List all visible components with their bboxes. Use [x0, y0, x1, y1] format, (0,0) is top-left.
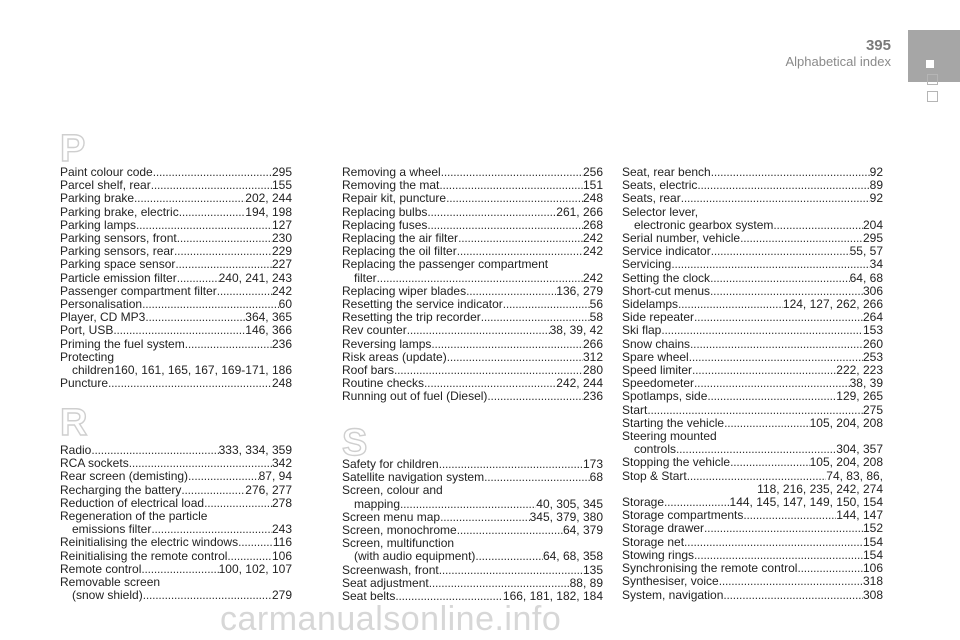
- index-entry-label: Starting the vehicle: [622, 415, 725, 430]
- index-entry-pages: 308: [862, 587, 883, 602]
- index-entry: [60, 338, 292, 351]
- index-list-r-continued: [342, 166, 603, 404]
- index-entry-pages: 345, 379, 380: [529, 509, 603, 524]
- index-entry: [60, 536, 292, 549]
- index-entry: [622, 258, 883, 271]
- index-list-r: [60, 444, 292, 602]
- index-entry: [60, 272, 292, 285]
- index-entry-label: Puncture: [60, 376, 109, 391]
- index-entry-label: Removable screen: [60, 575, 161, 590]
- index-entry-pages: 136, 279: [556, 283, 603, 298]
- index-entry-pages: 268: [582, 217, 603, 232]
- index-entry-pages: 295: [862, 231, 883, 246]
- tab-square-1: [927, 74, 938, 85]
- index-entry-label: Personalisation: [60, 297, 143, 312]
- dot-leader: [431, 338, 583, 351]
- dot-leader: [113, 324, 245, 337]
- dot-leader: [797, 562, 863, 575]
- index-entry-pages: 87, 94: [258, 469, 292, 484]
- index-entry: [60, 324, 292, 337]
- index-entry-label: Regeneration of the particle: [60, 509, 208, 524]
- dot-leader: [457, 524, 563, 537]
- index-entry-pages: 242: [582, 270, 603, 285]
- index-entry: [60, 550, 292, 563]
- index-entry-label: Remote control: [60, 561, 142, 576]
- index-entry-label: Side repeater: [622, 310, 695, 325]
- dot-leader: [400, 498, 536, 511]
- dot-leader: [407, 324, 550, 337]
- index-entry: [342, 192, 603, 205]
- index-entry-label: Recharging the battery: [60, 482, 182, 497]
- dot-leader: [692, 364, 836, 377]
- dot-leader: [441, 166, 583, 179]
- index-entry-pages: 38, 39: [849, 376, 883, 391]
- index-entry-label: Safety for children: [342, 457, 439, 471]
- index-entry: [622, 390, 883, 403]
- index-entry-pages: 242: [271, 283, 292, 298]
- index-entry-label: Servicing: [622, 257, 672, 272]
- index-entry-label: Rear screen (demisting): [60, 469, 189, 484]
- index-entry-label: Parcel shelf, rear: [60, 178, 151, 193]
- index-entry-label: RCA sockets: [60, 456, 129, 471]
- index-entry: [342, 272, 603, 285]
- dot-leader: [503, 298, 590, 311]
- index-entry-label: Seats, electric: [622, 178, 698, 193]
- index-entry-pages: 253: [862, 349, 883, 364]
- index-entry-label: Replacing fuses: [342, 217, 428, 232]
- index-entry-label: Parking sensors, front: [60, 231, 177, 246]
- dot-leader: [740, 232, 863, 245]
- index-entry-label: Replacing bulbs: [342, 204, 428, 219]
- index-entry-pages: 146, 366: [245, 323, 292, 338]
- index-entry-label: Speed limiter: [622, 363, 693, 378]
- index-entry-label: Stowing rings: [622, 547, 695, 562]
- dot-leader: [145, 311, 245, 324]
- index-entry-label: System, navigation: [622, 587, 724, 602]
- index-entry-label: Roof bars: [342, 363, 395, 378]
- dot-leader: [185, 338, 272, 351]
- dot-leader: [773, 219, 863, 232]
- index-entry-label: Parking space sensor: [60, 257, 176, 272]
- dot-leader: [710, 272, 850, 285]
- index-entry-pages: 295: [271, 165, 292, 179]
- index-entry-pages: 124, 127, 262, 266: [782, 297, 883, 312]
- index-entry-label: Synthesiser, voice: [622, 574, 719, 589]
- index-entry-pages: 275: [862, 402, 883, 417]
- index-entry-pages: 129, 265: [836, 389, 883, 404]
- index-entry: [622, 522, 883, 535]
- index-entry-label: emissions filter: [72, 522, 152, 537]
- index-entry-pages: 256: [582, 165, 603, 179]
- index-entry-pages: 333, 334, 359: [218, 443, 292, 457]
- index-entry-label: electronic gearbox system: [634, 217, 774, 232]
- index-entry-label: Resetting the service indicator: [342, 297, 503, 312]
- index-entry-pages: 280: [582, 363, 603, 378]
- index-entry-label: Removing a wheel: [342, 165, 441, 179]
- index-entry-pages: 105, 204, 208: [809, 455, 883, 470]
- index-entry-label: Synchronising the remote control: [622, 561, 798, 576]
- dot-leader: [134, 192, 245, 205]
- dot-leader: [227, 550, 272, 563]
- index-entry-pages: 34: [869, 257, 883, 272]
- index-entry-label: Repair kit, puncture: [342, 191, 447, 206]
- index-entry-label: Replacing wiper blades: [342, 283, 467, 298]
- index-entry-pages: 260: [862, 336, 883, 351]
- index-entry-label: Sidelamps: [622, 297, 679, 312]
- dot-leader: [694, 377, 850, 390]
- index-entry-label: Passenger compartment filter: [60, 283, 217, 298]
- dot-leader: [719, 575, 863, 588]
- index-entry-label: Service indicator: [622, 244, 711, 259]
- index-entry: [622, 311, 883, 324]
- index-entry-pages: 144, 147: [836, 508, 883, 523]
- index-entry-label: Storage drawer: [622, 521, 705, 536]
- dot-leader: [188, 470, 259, 483]
- index-entry: [622, 206, 883, 219]
- page-number: 395: [865, 37, 891, 54]
- index-entry-pages: 152: [862, 521, 883, 536]
- index-entry-label: Rev counter: [342, 323, 407, 338]
- index-entry-pages: 227: [271, 257, 292, 272]
- index-entry-label: Parking brake: [60, 191, 135, 206]
- index-entry-label: Setting the clock: [622, 270, 711, 285]
- index-entry-pages: 230: [271, 231, 292, 246]
- index-entry-pages: 312: [582, 349, 603, 364]
- index-entry: [622, 456, 883, 469]
- index-entry: [342, 498, 603, 511]
- index-entry-pages: 278: [271, 495, 292, 510]
- index-entry: [622, 272, 883, 285]
- index-entry-pages: 242: [582, 244, 603, 259]
- dot-leader: [694, 311, 863, 324]
- index-entry-label: Radio: [60, 443, 92, 457]
- index-entry-label: Replacing the oil filter: [342, 244, 457, 259]
- index-entry-pages: 135: [582, 562, 603, 577]
- index-entry: [60, 258, 292, 271]
- index-entry: [342, 206, 603, 219]
- index-entry-pages: 64, 379: [562, 523, 603, 538]
- index-entry-pages: 89: [869, 178, 883, 193]
- index-entry-pages: 248: [582, 191, 603, 206]
- dot-leader: [179, 206, 246, 219]
- index-entry-pages: 100, 102, 107: [218, 561, 292, 576]
- index-entry-pages: 64, 68, 358: [542, 549, 603, 564]
- dot-leader: [730, 456, 810, 469]
- index-entry-pages: 106: [862, 561, 883, 576]
- section-letter-p: P: [60, 128, 86, 170]
- index-entry-label: Parking lamps: [60, 217, 137, 232]
- section-tab-marker: [926, 60, 934, 68]
- index-entry-pages: 64, 68: [849, 270, 883, 285]
- dot-leader: [724, 417, 810, 430]
- index-entry-pages: 194, 198: [245, 204, 292, 219]
- dot-leader: [707, 390, 836, 403]
- index-entry-pages: 248: [271, 376, 292, 391]
- dot-leader: [711, 245, 850, 258]
- index-entry-pages: 264: [862, 310, 883, 325]
- dot-leader: [446, 192, 583, 205]
- dot-leader: [484, 471, 590, 484]
- dot-leader: [687, 470, 827, 483]
- index-entry-pages: 202, 244: [245, 191, 292, 206]
- index-entry-label: Storage: [622, 495, 665, 510]
- dot-leader: [684, 536, 863, 549]
- index-entry-pages: 116: [272, 535, 292, 550]
- index-entry-label: Satellite navigation system: [342, 470, 485, 485]
- index-entry-label: Snow chains: [622, 336, 691, 351]
- index-entry: [342, 338, 603, 351]
- index-entry-label: Serial number, vehicle: [622, 231, 741, 246]
- index-entry-pages: 266: [582, 336, 603, 351]
- index-entry: [342, 390, 603, 403]
- index-entry: [622, 575, 883, 588]
- index-entry: [342, 484, 603, 497]
- index-entry-pages: 236: [582, 389, 603, 404]
- index-entry-label: mapping: [354, 496, 401, 511]
- dot-leader: [175, 258, 272, 271]
- index-entry-label: Risk areas (update): [342, 349, 447, 364]
- index-entry: [622, 404, 883, 417]
- index-entry-pages: 68: [589, 470, 603, 485]
- index-entry-pages: 92: [869, 165, 883, 179]
- dot-leader: [439, 179, 583, 192]
- index-entry-label: Parking sensors, rear: [60, 244, 175, 259]
- index-entry-label: Seats, rear: [622, 191, 681, 206]
- index-entry-label: Removing the mat: [342, 178, 440, 193]
- dot-leader: [487, 390, 583, 403]
- dot-leader: [647, 404, 863, 417]
- index-entry-pages: 154: [862, 534, 883, 549]
- index-entry-label: Steering mounted: [622, 429, 717, 444]
- index-entry-label: (snow shield): [72, 588, 143, 603]
- index-entry-pages: 74, 83, 86,: [826, 468, 883, 483]
- dot-leader: [108, 377, 272, 390]
- dot-leader: [177, 232, 272, 245]
- index-entry-label: controls: [634, 442, 677, 457]
- index-entry-label: Short-cut menus: [622, 283, 711, 298]
- index-entry: [622, 470, 883, 483]
- index-entry-label: Seat, rear bench: [622, 165, 711, 179]
- index-title: Alphabetical index: [785, 54, 891, 69]
- index-entry-pages: 276, 277: [245, 482, 292, 497]
- index-entry-label: Resetting the trip recorder: [342, 310, 481, 325]
- index-entry-pages: 204: [862, 217, 883, 232]
- dot-leader: [711, 166, 870, 179]
- index-entry-pages: 342: [271, 456, 292, 471]
- index-entry-label: Ski flap: [622, 323, 662, 338]
- dot-leader: [238, 536, 273, 549]
- index-entry-label: Player, CD MP3: [60, 310, 146, 325]
- index-entry-label: Protecting: [60, 349, 115, 364]
- index-entry-label: Storage net: [622, 534, 685, 549]
- index-entry-pages: 58: [589, 310, 603, 325]
- index-entry: [622, 324, 883, 337]
- section-letter-s: S: [342, 422, 368, 464]
- index-entry-label: Screen, colour and: [342, 483, 443, 498]
- index-entry-pages: 56: [589, 297, 603, 312]
- dot-leader: [217, 285, 272, 298]
- index-entry-pages: 60: [278, 297, 292, 312]
- index-entry-label: Reversing lamps: [342, 336, 432, 351]
- index-entry-label: filter: [354, 270, 377, 285]
- index-entry-pages: 304, 357: [836, 442, 883, 457]
- index-entry-label: Spare wheel: [622, 349, 689, 364]
- dot-leader: [447, 351, 583, 364]
- dot-leader: [743, 509, 836, 522]
- dot-leader: [723, 589, 863, 602]
- section-letter-r: R: [60, 402, 88, 444]
- index-entry: [60, 192, 292, 205]
- index-entry-pages: 306: [862, 283, 883, 298]
- index-entry: [342, 324, 603, 337]
- index-entry-label: Running out of fuel (Diesel): [342, 389, 488, 404]
- index-entry-pages: 151: [582, 178, 603, 193]
- index-entry-pages: 55, 57: [849, 244, 883, 259]
- dot-leader: [681, 192, 870, 205]
- dot-leader: [174, 245, 272, 258]
- dot-leader: [671, 258, 869, 271]
- index-entry-label: Particle emission filter: [60, 270, 177, 285]
- index-entry-label: Reduction of electrical load: [60, 495, 205, 510]
- index-entry-pages: 155: [271, 178, 292, 193]
- index-entry: [60, 377, 292, 390]
- index-entry-label: Reinitialising the remote control: [60, 548, 228, 563]
- dot-leader: [690, 338, 863, 351]
- index-entry: [342, 564, 603, 577]
- watermark: carmanualsonline.info: [220, 600, 562, 638]
- index-entry-pages: 240, 241, 243: [218, 270, 292, 285]
- index-entry: [622, 192, 883, 205]
- index-entry: [342, 258, 603, 271]
- dot-leader: [377, 272, 583, 285]
- index-list-s: [342, 458, 603, 603]
- index-entry-label: Replacing the passenger compartment: [342, 257, 549, 272]
- index-entry: [622, 536, 883, 549]
- dot-leader: [204, 497, 272, 510]
- index-entry-label: Stopping the vehicle: [622, 455, 731, 470]
- dot-leader: [661, 324, 863, 337]
- dot-leader: [697, 179, 869, 192]
- index-entry-label: Screenwash, front: [342, 562, 439, 577]
- index-entry-pages: 118, 216, 235, 242, 274: [757, 481, 883, 496]
- index-entry: [622, 589, 883, 602]
- index-entry-pages: 318: [862, 574, 883, 589]
- index-entry: [60, 470, 292, 483]
- index-entry: [622, 338, 883, 351]
- index-entry-pages: 242, 244: [556, 376, 603, 391]
- index-entry-pages: 173: [582, 457, 603, 471]
- index-entry-label: Stop & Start: [622, 468, 687, 483]
- dot-leader: [704, 522, 863, 535]
- index-entry-pages: 127: [271, 217, 292, 232]
- index-entry-label: Seat adjustment: [342, 575, 429, 590]
- dot-leader: [153, 166, 272, 179]
- dot-leader: [439, 564, 583, 577]
- index-entry-label: Screen, monochrome: [342, 523, 457, 538]
- index-entry-pages: 242: [582, 231, 603, 246]
- index-entry-pages: 229: [271, 244, 292, 259]
- index-entry-label: Replacing the air filter: [342, 231, 459, 246]
- index-entry-pages: 38, 39, 42: [549, 323, 603, 338]
- index-entry-pages: 222, 223: [836, 363, 883, 378]
- index-entry-label: Reinitialising the electric windows: [60, 535, 239, 550]
- index-entry-pages: 243: [271, 522, 292, 537]
- index-entry-pages: 105, 204, 208: [809, 415, 883, 430]
- index-entry-pages: 106: [271, 548, 292, 563]
- index-entry-pages: 166, 181, 182, 184: [502, 589, 603, 604]
- index-entry-label: Start: [622, 402, 648, 417]
- index-entry-label: Spotlamps, side: [622, 389, 708, 404]
- dot-leader: [458, 232, 583, 245]
- index-entry-label: Screen, multifunction: [342, 536, 455, 551]
- index-entry-pages: 160, 161, 165, 167, 169-171, 186: [114, 363, 292, 378]
- index-entry-label: (with audio equipment): [354, 549, 476, 564]
- index-entry-pages: 92: [869, 191, 883, 206]
- index-entry-label: Routine checks: [342, 376, 425, 391]
- index-entry: [342, 550, 603, 563]
- dot-leader: [177, 272, 219, 285]
- index-entry-pages: 279: [271, 588, 292, 603]
- index-entry-label: Port, USB: [60, 323, 114, 338]
- dot-leader: [475, 550, 543, 563]
- index-entry-pages: 364, 365: [245, 310, 292, 325]
- index-entry-pages: 236: [271, 336, 292, 351]
- index-entry-label: Parking brake, electric: [60, 204, 179, 219]
- index-entry-pages: 261, 266: [556, 204, 603, 219]
- index-entry-label: Paint colour code: [60, 165, 153, 179]
- index-entry: [60, 484, 292, 497]
- tab-square-2: [927, 91, 938, 102]
- index-entry-label: Seat belts: [342, 589, 396, 604]
- dot-leader: [427, 206, 556, 219]
- index-entry-pages: 153: [862, 323, 883, 338]
- index-entry-pages: 154: [862, 547, 883, 562]
- dot-leader: [181, 484, 245, 497]
- index-entry-label: Speedometer: [622, 376, 695, 391]
- index-list-p: [60, 166, 292, 390]
- index-entry-label: children: [72, 363, 115, 378]
- index-entry: [60, 206, 292, 219]
- index-entry-label: Priming the fuel system: [60, 336, 185, 351]
- index-entry-label: Screen menu map: [342, 509, 441, 524]
- index-entry-pages: 144, 145, 147, 149, 150, 154: [729, 495, 883, 510]
- index-entry-label: Selector lever,: [622, 204, 699, 219]
- index-entry-pages: 88, 89: [569, 575, 603, 590]
- index-entry-label: Storage compartments: [622, 508, 744, 523]
- index-list-s-continued: [622, 166, 883, 602]
- index-entry-pages: 40, 305, 345: [536, 496, 603, 511]
